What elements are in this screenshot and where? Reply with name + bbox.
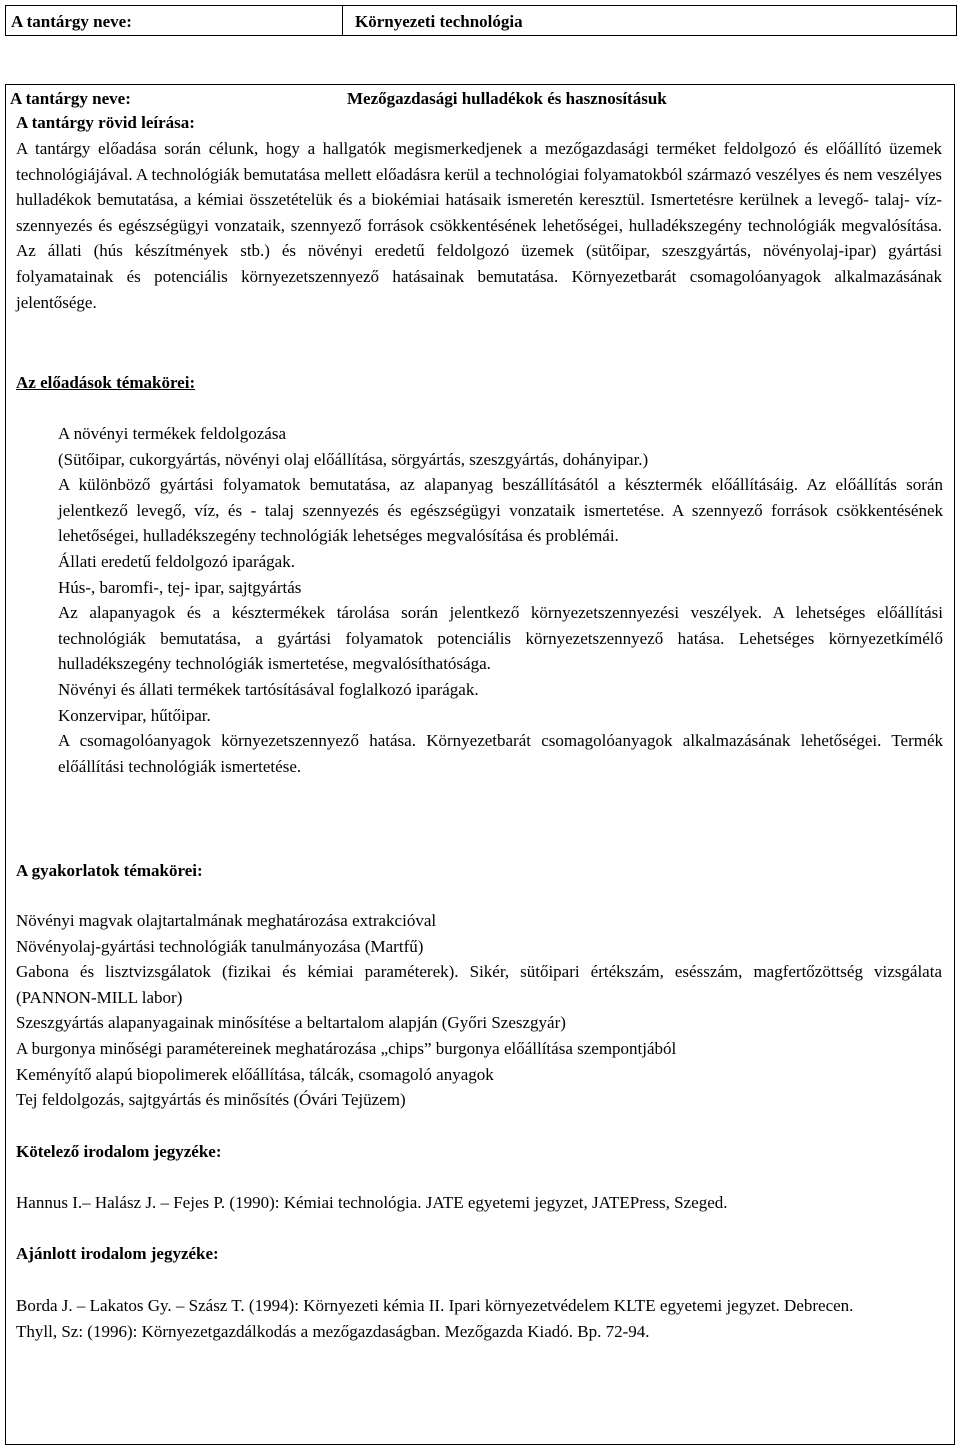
subject-name-value: Mezőgazdasági hulladékok és hasznosításuk [347, 89, 667, 108]
practice-heading: A gyakorlatok témakörei: [16, 861, 203, 880]
practice-item: Gabona és lisztvizsgálatok (fizikai és kémiai paraméterek). Sikér, sütőipari értékszám, esésszám, magfertőzöttség vizsgálata (PANNON-MILL labor) [16, 962, 942, 1007]
short-desc-heading: A tantárgy rövid leírása: [16, 113, 195, 132]
short-desc-text: A tantárgy előadása során célunk, hogy a hallgatók megismerkedjenek a mezőgazdasági terméket feldolgozó és előállító üzemek technológiájával. A technológiák bemutatása mellett előadásra kerül a technológiai folyamatokból származó veszélyes és nem veszélyes hulladékok bemutatása, a kémiai összetételük és a biokémiai hatásaik ismeretén keresztül. Ismertetésre kerülnek a levegő- talaj- víz-szennyezés és egészségügyi vonzataik, szennyező források csökkentésének lehetőségei, hulladékszegény technológiák megvalósítása. Az állati (hús készítmények stb.) és növényi eredetű feldolgozó üzemek (sütőipar, szeszgyártás, növényolaj-ipar) gyártási folyamatainak és potenciális környezetszennyező hatásainak bemutatása. Környezetbarát csomagolóanyagok alkalmazásának jelentősége. [16, 139, 942, 312]
lecture-item: Az alapanyagok és a késztermékek tárolása során jelentkező környezetszennyezési veszélyek. A lehetséges előállítási technológiák bemutatása, a gyártási folyamatok potenciális környezetszennyező hatása. Lehetséges környezetkímélő hulladékszegény technológiák ismertetése, megvalósíthatósága. [58, 603, 943, 674]
recommended-lit-item: Thyll, Sz: (1996): Környezetgazdálkodás a mezőgazdaságban. Mezőgazda Kiadó. Bp. 72-94. [16, 1321, 650, 1341]
recommended-lit-item: Borda J. – Lakatos Gy. – Szász T. (1994): Környezeti kémia II. Ipari környezetvédelem KLTE egyetemi jegyzet. Debrecen. [16, 1296, 854, 1315]
lectures-list [58, 421, 943, 779]
lecture-item: Állati eredetű feldolgozó iparágak. [58, 551, 295, 571]
subject-name-label: A tantárgy neve: [10, 89, 131, 108]
top-value: Környezeti technológia [355, 12, 523, 31]
top-table [5, 5, 957, 36]
top-label: A tantárgy neve: [6, 6, 343, 35]
practice-item: A burgonya minőségi paramétereinek meghatározása „chips” burgonya előállítása szempontjából [16, 1038, 677, 1058]
recommended-lit-heading: Ajánlott irodalom jegyzéke: [16, 1244, 219, 1263]
lectures-heading [16, 370, 942, 396]
lecture-item: A növényi termékek feldolgozása [58, 424, 287, 443]
practice-item: Növényi magvak olajtartalmának meghatározása extrakcióval [16, 911, 437, 930]
lecture-item: Hús-, baromfi-, tej- ipar, sajtgyártás [58, 577, 302, 597]
recommended-lit-list [16, 1293, 942, 1344]
lecture-item: A csomagolóanyagok környezetszennyező hatása. Környezetbarát csomagolóanyagok alkalmazásának lehetőségei. Termék előállítási technológiák ismertetése. [58, 731, 943, 776]
practice-item: Szeszgyártás alapanyagainak minősítése a beltartalom alapján (Győri Szeszgyár) [16, 1013, 566, 1033]
required-lit-item: Hannus I.– Halász J. – Fejes P. (1990): Kémiai technológia. JATE egyetemi jegyzet, JATEPress, Szeged. [16, 1193, 728, 1212]
practice-item: Keményítő alapú biopolimerek előállítása, tálcák, csomagoló anyagok [16, 1064, 494, 1084]
lecture-item: (Sütőipar, cukorgyártás, növényi olaj előállítása, sörgyártás, szeszgyártás, dohányipar.) [58, 449, 649, 469]
lectures-heading-text: Az előadások témakörei: [16, 373, 196, 392]
practice-item: Tej feldolgozás, sajtgyártás és minősítés (Óvári Tejüzem) [16, 1090, 406, 1110]
practice-item: Növényolaj-gyártási technológiák tanulmányozása (Martfű) [16, 936, 424, 956]
lecture-item: Konzervipar, hűtőipar. [58, 705, 211, 725]
practice-list [16, 908, 942, 1113]
subject-name-row [10, 86, 950, 112]
lecture-item: A különböző gyártási folyamatok bemutatása, az alapanyag beszállításától a késztermék előállításáig. Az előállítás során jelentkező levegő, víz, és - talaj szennyezés és egészségügyi vonzataik ismertetése. A szennyező források csökkentésének lehetőségei, hulladékszegény technológiák lehetséges megvalósítása és problémái. [58, 475, 943, 546]
lecture-item: Növényi és állati termékek tartósításával foglalkozó iparágak. [58, 679, 479, 699]
required-lit-heading: Kötelező irodalom jegyzéke: [16, 1142, 222, 1161]
